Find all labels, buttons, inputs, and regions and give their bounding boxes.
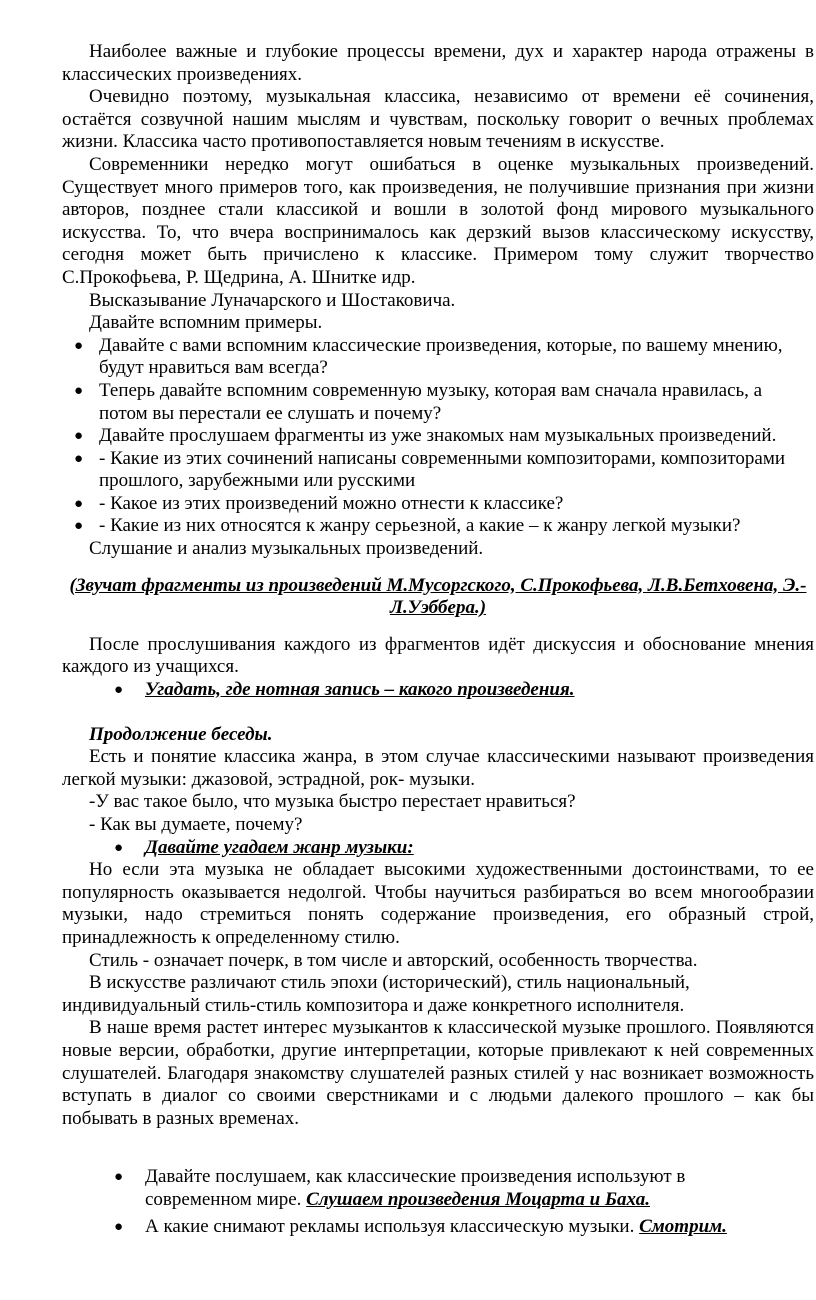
- bullet-icon: ●: [74, 337, 84, 354]
- paragraph: В наше время растет интерес музыкантов к классической музыке прошлого. Появляются новые версии, обработки, другие интерпретации, которые привлекают к ней современных слушателей. Благодаря знакомству слушателей разных стилей у нас возникает возможность вступать в диалог со своими сверстниками и с людьми далекого прошлого – как бы побывать в разных временах.: [62, 1017, 814, 1129]
- paragraph: Есть и понятие классика жанра, в этом случае классическими называют произведения легкой музыки: джазовой, эстрадной, рок- музыки.: [62, 746, 814, 790]
- list-item: ● - Какие из них относятся к жанру серьезной, а какие – к жанру легкой музыки?: [74, 515, 741, 537]
- question-list: [62, 335, 814, 538]
- list-item: ● Давайте прослушаем фрагменты из уже знакомых нам музыкальных произведений.: [74, 425, 777, 447]
- list-item: ● Давайте угадаем жанр музыки:: [114, 836, 414, 858]
- paragraph: В искусстве различают стиль эпохи (исторический), стиль национальный, индивидуальный стиль-стиль композитора и даже конкретного исполнителя.: [62, 972, 690, 1016]
- list-item: ● Давайте послушаем, как классические произведения используют в современном мире. Слушаем произведения Моцарта и Баха.: [114, 1166, 686, 1210]
- list-item: ● - Какие из этих сочинений написаны современными композиторами, композиторами прошлого, зарубежными или русскими: [74, 447, 786, 492]
- bullet-icon: ●: [74, 450, 84, 467]
- fragments-note: (Звучат фрагменты из произведений М.Мусоргского, С.Прокофьева, Л.В.Бетховена, Э.-Л.Уэббера.): [69, 574, 807, 619]
- bullet-icon: ●: [114, 682, 124, 699]
- bullet-icon: ●: [114, 1169, 124, 1186]
- list-item: ● Теперь давайте вспомним современную музыку, которая вам сначала нравилась, а потом вы перестали ее слушать и почему?: [74, 379, 763, 424]
- bullet-icon: ●: [114, 1218, 124, 1235]
- paragraph: -У вас такое было, что музыка быстро перестает нравиться?: [89, 791, 576, 813]
- list-item: ● А какие снимают рекламы используя классическую музыки. Смотрим.: [114, 1215, 727, 1237]
- bullet-icon: ●: [74, 382, 84, 399]
- paragraph: Современники нередко могут ошибаться в оценке музыкальных произведений. Существует много примеров того, как произведения, не получившие признания при жизни авторов, позднее стали классикой и вошли в золотой фонд мирового музыкального искусства. То, что вчера воспринималось как дерзкий вызов классическому искусству, сегодня может быть причислено к классике. Примером тому служит творчество С.Прокофьева, Р. Щедрина, А. Шнитке идр.: [62, 153, 814, 288]
- paragraph: Высказывание Луначарского и Шостаковича.: [89, 289, 456, 311]
- list-item: ● Давайте с вами вспомним классические произведения, которые, по вашему мнению, будут нравиться вам всегда?: [74, 334, 783, 379]
- paragraph: Но если эта музыка не обладает высокими художественными достоинствами, то ее популярность оказывается недолгой. Чтобы научиться разбираться во всем многообразии музыки, надо стремиться понять содержание произведения, его образный строй, принадлежность к определенному стилю.: [62, 859, 814, 948]
- bullet-icon: ●: [74, 495, 84, 512]
- list-item: ● Угадать, где нотная запись – какого произведения.: [114, 679, 575, 701]
- list-item: ● - Какое из этих произведений можно отнести к классике?: [74, 492, 564, 514]
- bullet-icon: ●: [114, 839, 124, 856]
- paragraph: После прослушивания каждого из фрагментов идёт дискуссия и обоснование мнения каждого из учащихся.: [62, 633, 814, 678]
- bullet-icon: ●: [74, 428, 84, 445]
- paragraph: Стиль - означает почерк, в том числе и авторский, особенность творчества.: [89, 949, 698, 971]
- paragraph: Очевидно поэтому, музыкальная классика, независимо от времени её сочинения, остаётся созвучной нашим мыслям и чувствам, поскольку говорит о вечных проблемах жизни. Классика часто противопоставляется новым течениям в искусстве.: [62, 86, 814, 153]
- paragraph: Наиболее важные и глубокие процессы времени, дух и характер народа отражены в классических произведениях.: [62, 41, 814, 85]
- section-heading: Продолжение беседы.: [89, 723, 273, 745]
- paragraph: - Как вы думаете, почему?: [89, 814, 303, 835]
- paragraph: Давайте вспомним примеры.: [89, 312, 323, 334]
- paragraph: Слушание и анализ музыкальных произведений.: [89, 538, 484, 560]
- document-page: [62, 41, 814, 1238]
- bullet-icon: ●: [74, 518, 84, 535]
